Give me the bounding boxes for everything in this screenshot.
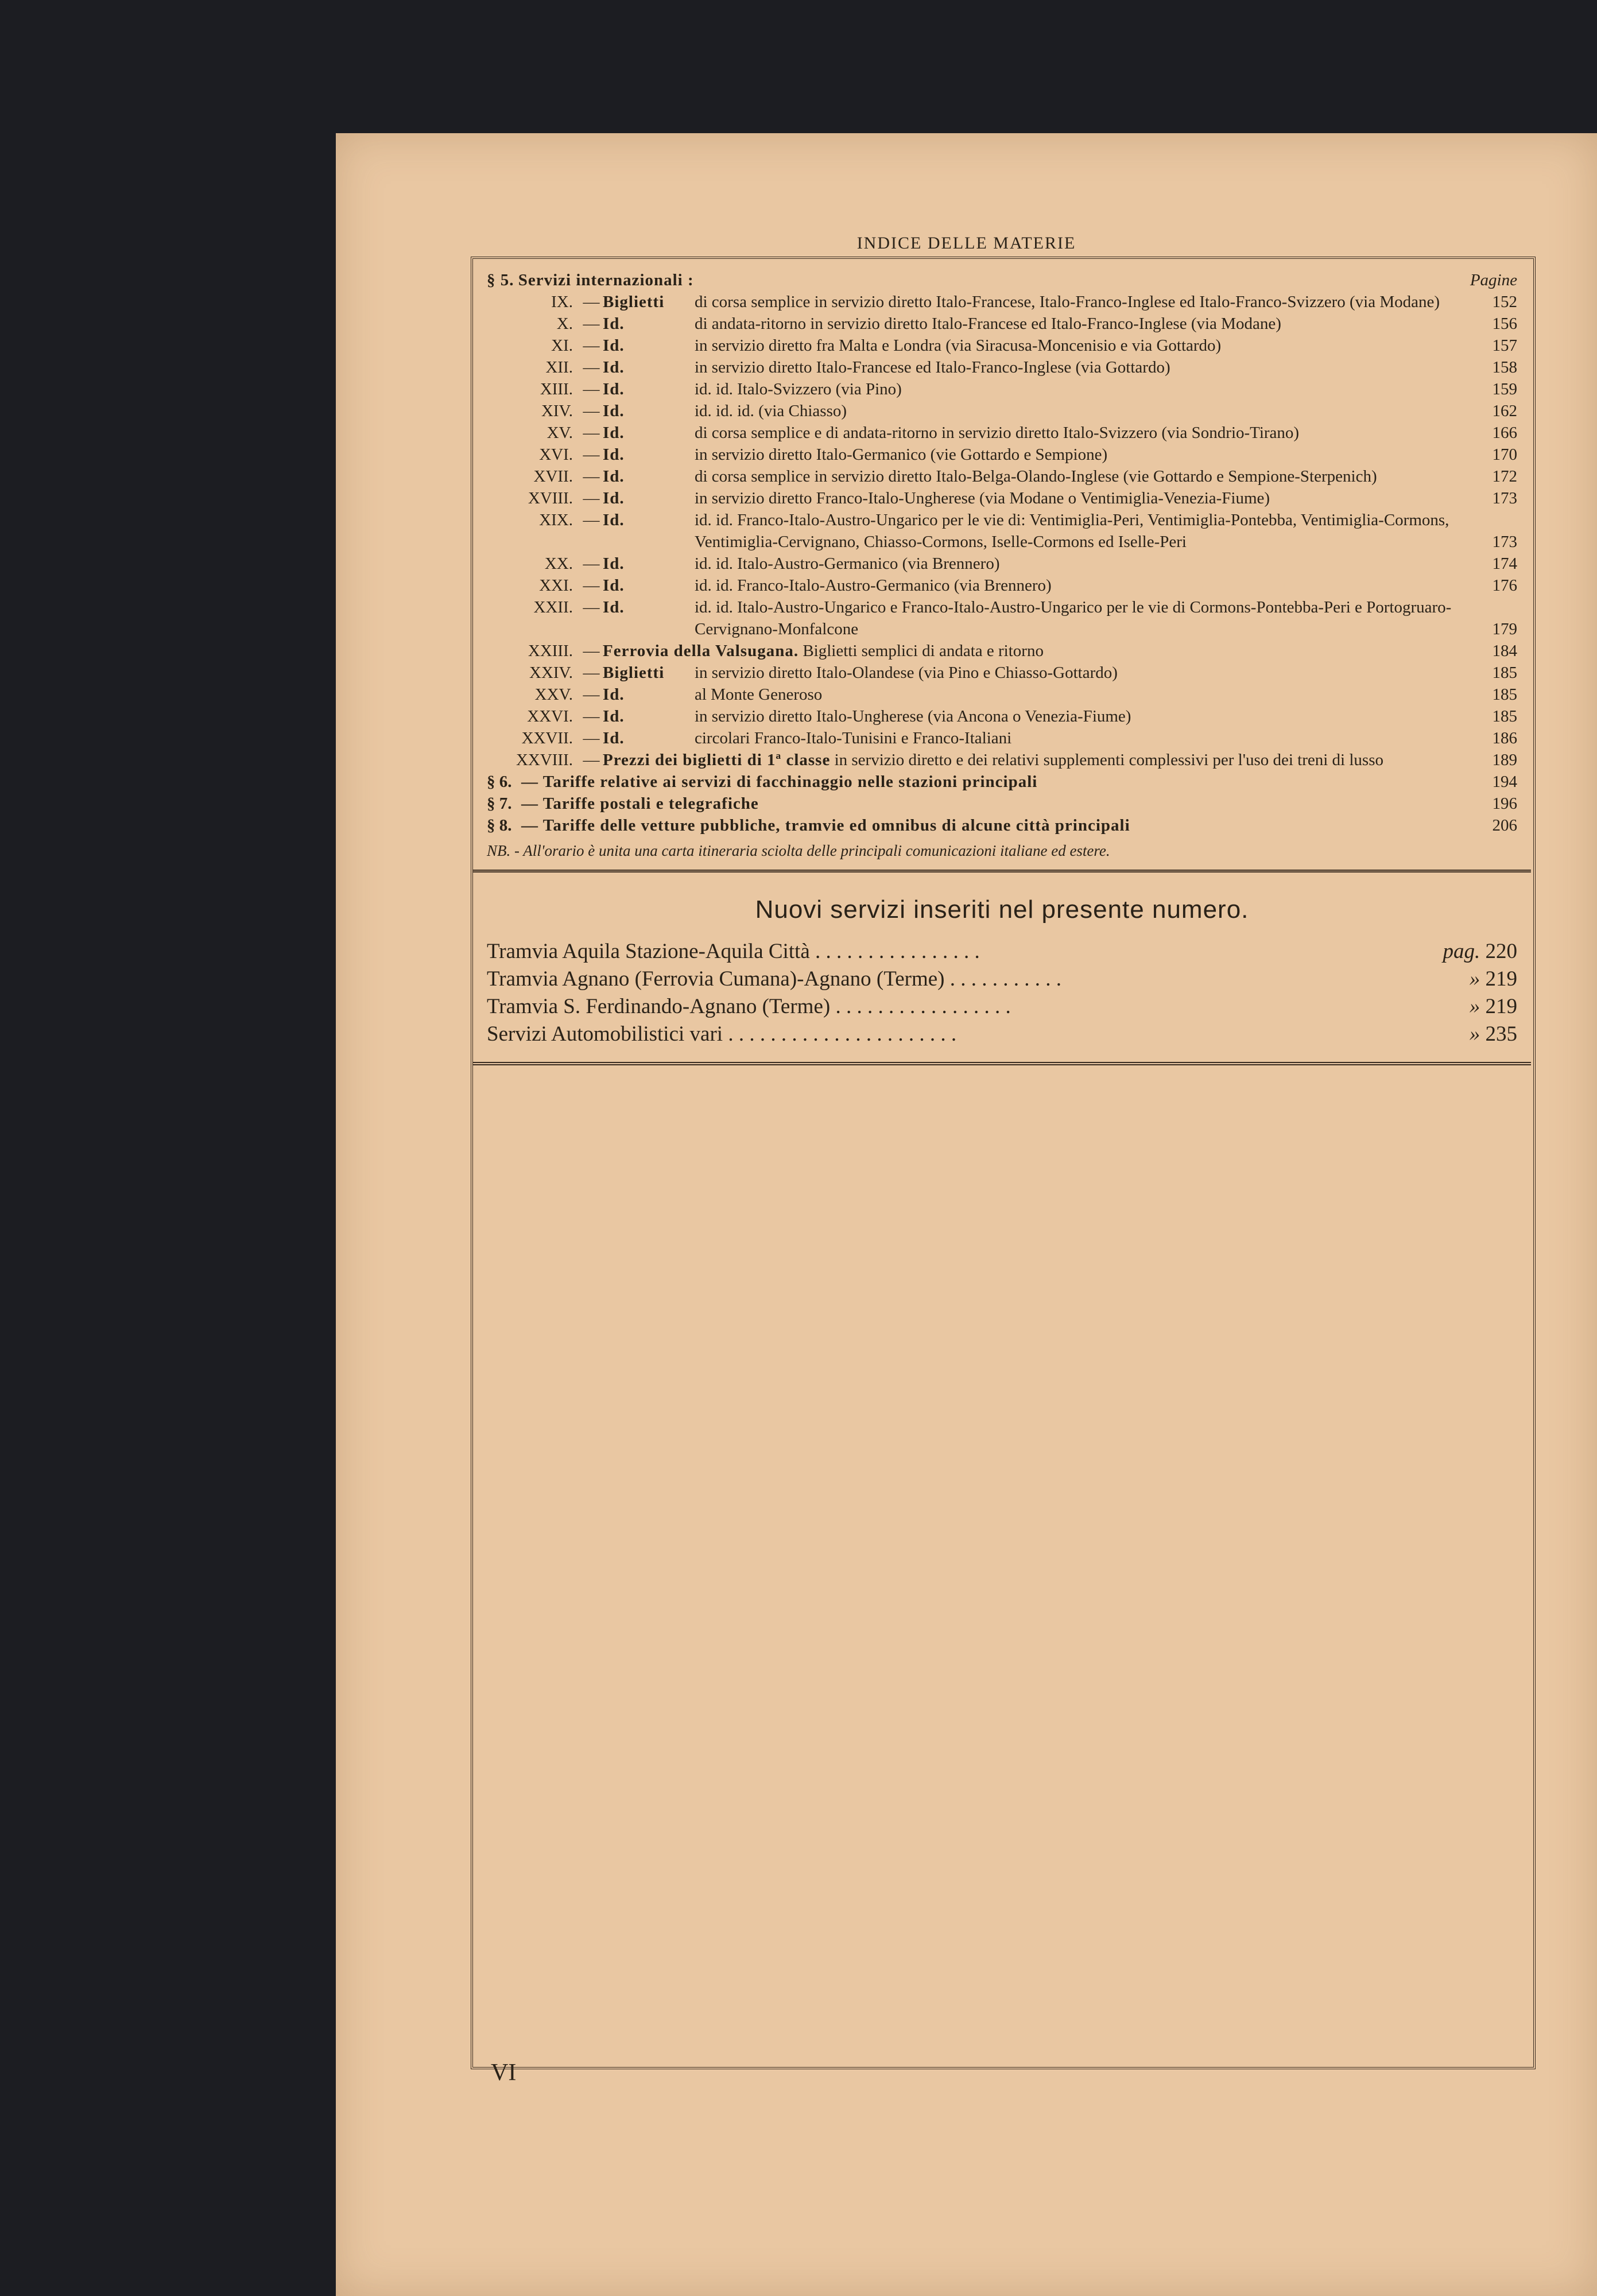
section-body [521, 815, 1517, 836]
entry-page: 159 [1492, 380, 1517, 398]
entry-id: Id. [603, 467, 625, 486]
entry-body [695, 313, 1517, 335]
pagine-label: Pagine [1470, 271, 1517, 289]
entry-text: id. id. Italo-Austro-Germanico (via Brennero) [695, 554, 1000, 573]
entry-id: Id. [603, 445, 625, 464]
index-entry [487, 291, 1517, 313]
entry-page: 158 [1492, 358, 1517, 377]
section-5-num: § 5. [487, 271, 514, 289]
entry-page: 156 [1492, 315, 1517, 333]
entry-text: in servizio diretto Franco-Italo-Ungherese (via Modane o Ventimiglia-Venezia-Fiume) [695, 489, 1270, 507]
divider-2 [473, 1062, 1531, 1065]
entry-body [695, 378, 1517, 400]
section-text: — Tariffe postali e telegrafiche [521, 794, 759, 813]
entry-dash: — [583, 424, 600, 442]
entry-dash: — [583, 664, 600, 682]
index-entry [487, 356, 1517, 378]
index-entry [487, 466, 1517, 487]
entry-text: in servizio diretto Italo-Ungherese (via Ancona o Venezia-Fiume) [695, 707, 1131, 726]
entry-body [695, 705, 1517, 727]
index-entry [487, 487, 1517, 509]
page-folio: VI [491, 2060, 517, 2086]
section-page: 194 [1492, 773, 1517, 791]
entry-dash: — [583, 402, 600, 420]
entry-number: XXII. [533, 598, 573, 616]
entry-body [695, 487, 1517, 509]
entry-page: 185 [1492, 685, 1517, 704]
entry-number: XXV. [534, 685, 573, 704]
section-page: 196 [1492, 794, 1517, 813]
entry-dash: — [583, 598, 600, 616]
section-body [521, 771, 1517, 793]
nuovi-item [487, 965, 1517, 993]
entry-page: 185 [1492, 707, 1517, 726]
entry-dash: — [583, 336, 600, 355]
index-content [487, 269, 1517, 1065]
index-entry [487, 422, 1517, 444]
index-entry [487, 727, 1517, 749]
entry-text: in servizio diretto Italo-Francese ed Italo-Franco-Inglese (via Gottardo) [695, 358, 1170, 377]
entry-number: XV. [546, 424, 573, 442]
entry-body [695, 553, 1517, 575]
section-entry [487, 815, 1517, 836]
entry-dash: — [583, 685, 600, 704]
entry-id: Id. [603, 685, 625, 704]
section-text: — Tariffe relative ai servizi di facchinaggio nelle stazioni principali [521, 773, 1038, 791]
entry-dash: — [583, 380, 600, 398]
section-number: § 6. [487, 773, 512, 791]
section-number: § 7. [487, 794, 512, 813]
page [336, 133, 1597, 2296]
entry-number: XX. [544, 554, 573, 573]
entry-page: 173 [1492, 489, 1517, 507]
index-entry [487, 553, 1517, 575]
entry-body [695, 444, 1517, 466]
index-entry [487, 378, 1517, 400]
entry-body [695, 509, 1517, 553]
index-entry [487, 596, 1517, 640]
entry-page: 162 [1492, 402, 1517, 420]
entry-body [695, 662, 1517, 684]
entry-dash: — [583, 315, 600, 333]
running-head: INDICE DELLE MATERIE [856, 234, 1076, 253]
entry-id: Id. [603, 729, 625, 747]
entry-text: in servizio diretto fra Malta e Londra (via Siracusa-Moncenisio e via Gottardo) [695, 336, 1222, 355]
entry-number: IX. [551, 293, 573, 311]
entry-id: Id. [603, 598, 625, 616]
entry-number: XVIII. [528, 489, 573, 507]
nuovi-page: 219 [1485, 967, 1517, 991]
entry-number: XI. [551, 336, 573, 355]
entry-dash: — [583, 467, 600, 486]
section-body [521, 793, 1517, 815]
section-page: 206 [1492, 816, 1517, 835]
section-5-header [487, 269, 1517, 291]
entry-page: 186 [1492, 729, 1517, 747]
nuovi-page: 235 [1485, 1022, 1517, 1046]
entry-id: Id. [603, 511, 625, 529]
nuovi-page-ref [1443, 938, 1518, 965]
entry-dash: — [583, 707, 600, 726]
entry-id: Id. [603, 336, 625, 355]
section-entry [487, 793, 1517, 815]
entry-number: XXIII. [528, 642, 573, 660]
entry-text: di corsa semplice in servizio diretto Italo-Francese, Italo-Franco-Inglese ed Italo-Franco-Svizzero (via Modane) [695, 293, 1440, 311]
nuovi-page: 219 [1485, 995, 1517, 1018]
entry-id: Id. [603, 489, 625, 507]
nuovi-list [487, 938, 1517, 1048]
entry-id: Id. [603, 554, 625, 573]
nuovi-item [487, 1021, 1517, 1048]
entry-body [695, 684, 1517, 705]
entry-page: 170 [1492, 445, 1517, 464]
entry-number: XIX. [539, 511, 573, 529]
entry-id: Ferrovia della Valsugana. [603, 642, 799, 660]
nuovi-item [487, 993, 1517, 1021]
entry-text: di corsa semplice in servizio diretto Italo-Belga-Olando-Inglese (vie Gottardo e Sempione-Sterpenich) [695, 467, 1377, 486]
sections-list [487, 771, 1517, 836]
entry-dash: — [583, 489, 600, 507]
index-entry [487, 400, 1517, 422]
entry-body [695, 400, 1517, 422]
entry-id: Id. [603, 424, 625, 442]
entry-body [695, 291, 1517, 313]
index-entry [487, 749, 1517, 771]
entry-number: XXVI. [527, 707, 573, 726]
entry-dash: — [583, 642, 600, 660]
section-entry [487, 771, 1517, 793]
index-entry [487, 509, 1517, 553]
nuovi-label: Tramvia S. Ferdinando-Agnano (Terme) . . . . . . . . . . . . . . . . . [487, 995, 1011, 1018]
nuovi-prefix: » [1469, 995, 1480, 1018]
nuovi-label: Tramvia Aquila Stazione-Aquila Città . . . . . . . . . . . . . . . . [487, 940, 980, 963]
nuovi-page-ref [1470, 993, 1517, 1021]
index-entry [487, 705, 1517, 727]
entry-dash: — [583, 751, 600, 769]
entry-page: 176 [1492, 576, 1517, 595]
entry-number: XXIV. [529, 664, 573, 682]
entry-dash: — [583, 358, 600, 377]
entry-body [695, 596, 1517, 640]
entry-page: 172 [1492, 467, 1517, 486]
entry-number: XVII. [533, 467, 573, 486]
entry-body [695, 466, 1517, 487]
entry-id: Id. [603, 358, 625, 377]
entry-body [695, 575, 1517, 596]
entry-number: XXVII. [521, 729, 573, 747]
nuovi-title: Nuovi servizi inseriti nel presente numero. [755, 895, 1249, 924]
entry-dash: — [583, 511, 600, 529]
entry-body [695, 356, 1517, 378]
entry-id: Id. [603, 576, 625, 595]
entry-page: 166 [1492, 424, 1517, 442]
entry-text: circolari Franco-Italo-Tunisini e Franco-Italiani [695, 729, 1012, 747]
entry-text: al Monte Generoso [695, 685, 823, 704]
entry-page: 157 [1492, 336, 1517, 355]
entry-body [603, 749, 1517, 771]
entry-text: in servizio diretto Italo-Olandese (via Pino e Chiasso-Gottardo) [695, 664, 1118, 682]
nuovi-page-ref [1470, 1021, 1517, 1048]
entry-id: Id. [603, 402, 625, 420]
entry-text: id. id. Italo-Austro-Ungarico e Franco-Italo-Austro-Ungarico per le vie di Cormons-Pontebba-Peri e Portogruaro-Cervignano-Monfalcone [695, 598, 1452, 638]
entry-number: XXI. [539, 576, 573, 595]
entry-body [695, 727, 1517, 749]
section-text: — Tariffe delle vetture pubbliche, tramvie ed omnibus di alcune città principali [521, 816, 1130, 835]
nuovi-prefix: » [1469, 967, 1480, 991]
section-5-title: Servizi internazionali : [518, 271, 694, 289]
index-entry [487, 575, 1517, 596]
entry-id: Biglietti [603, 664, 665, 682]
entry-page: 189 [1492, 751, 1517, 769]
entry-page: 152 [1492, 293, 1517, 311]
nuovi-prefix: » [1469, 1022, 1480, 1046]
nuovi-page-ref [1470, 965, 1517, 993]
entry-body [695, 335, 1517, 356]
nuovi-prefix: pag. [1443, 940, 1480, 963]
entry-page: 174 [1492, 554, 1517, 573]
entries-list [487, 291, 1517, 771]
entry-id: Prezzi dei biglietti di 1ª classe [603, 751, 831, 769]
entry-id: Id. [603, 707, 625, 726]
entry-number: XIII. [540, 380, 573, 398]
entry-dash: — [583, 554, 600, 573]
entry-text: di corsa semplice e di andata-ritorno in servizio diretto Italo-Svizzero (via Sondrio-Tirano) [695, 424, 1300, 442]
entry-text: id. id. id. (via Chiasso) [695, 402, 847, 420]
entry-dash: — [583, 445, 600, 464]
nb-note: NB. - All'orario è unita una carta itineraria sciolta delle principali comunicazioni italiane ed estere. [487, 842, 1110, 859]
entry-text: in servizio diretto e dei relativi supplementi complessivi per l'uso dei treni di lusso [834, 751, 1383, 769]
nuovi-label: Tramvia Agnano (Ferrovia Cumana)-Agnano (Terme) . . . . . . . . . . . [487, 967, 1061, 991]
entry-text: id. id. Franco-Italo-Austro-Ungarico per le vie di: Ventimiglia-Peri, Ventimiglia-Pontebba, Ventimiglia-Cormons, Ventimiglia-Cervignano, Chiasso-Cormons, Iselle-Cormons ed Iselle-Peri [695, 511, 1449, 551]
entry-id: Id. [603, 380, 625, 398]
entry-dash: — [583, 576, 600, 595]
index-frame [471, 257, 1536, 2069]
nuovi-item [487, 938, 1517, 965]
index-entry [487, 335, 1517, 356]
entry-id: Biglietti [603, 293, 665, 311]
entry-body [695, 422, 1517, 444]
section-number: § 8. [487, 816, 512, 835]
entry-number: XII. [545, 358, 573, 377]
entry-text: in servizio diretto Italo-Germanico (vie Gottardo e Sempione) [695, 445, 1108, 464]
entry-number: XXVIII. [515, 751, 573, 769]
nuovi-page: 220 [1485, 940, 1517, 963]
index-entry [487, 640, 1517, 662]
entry-text: di andata-ritorno in servizio diretto Italo-Francese ed Italo-Franco-Inglese (via Modane) [695, 315, 1281, 333]
entry-number: X. [556, 315, 573, 333]
entry-text: id. id. Italo-Svizzero (via Pino) [695, 380, 902, 398]
index-entry [487, 313, 1517, 335]
entry-page: 179 [1492, 620, 1517, 638]
entry-dash: — [583, 729, 600, 747]
entry-page: 184 [1492, 642, 1517, 660]
entry-dash: — [583, 293, 600, 311]
index-entry [487, 684, 1517, 705]
entry-text: Biglietti semplici di andata e ritorno [803, 642, 1044, 660]
entry-page: 173 [1492, 533, 1517, 551]
entry-page: 185 [1492, 664, 1517, 682]
index-entry [487, 444, 1517, 466]
entry-number: XVI. [539, 445, 573, 464]
nuovi-label: Servizi Automobilistici vari . . . . . . . . . . . . . . . . . . . . . . [487, 1022, 957, 1046]
entry-id: Id. [603, 315, 625, 333]
entry-number: XIV. [541, 402, 573, 420]
divider [473, 870, 1531, 872]
index-entry [487, 662, 1517, 684]
entry-body [603, 640, 1517, 662]
entry-text: id. id. Franco-Italo-Austro-Germanico (via Brennero) [695, 576, 1052, 595]
